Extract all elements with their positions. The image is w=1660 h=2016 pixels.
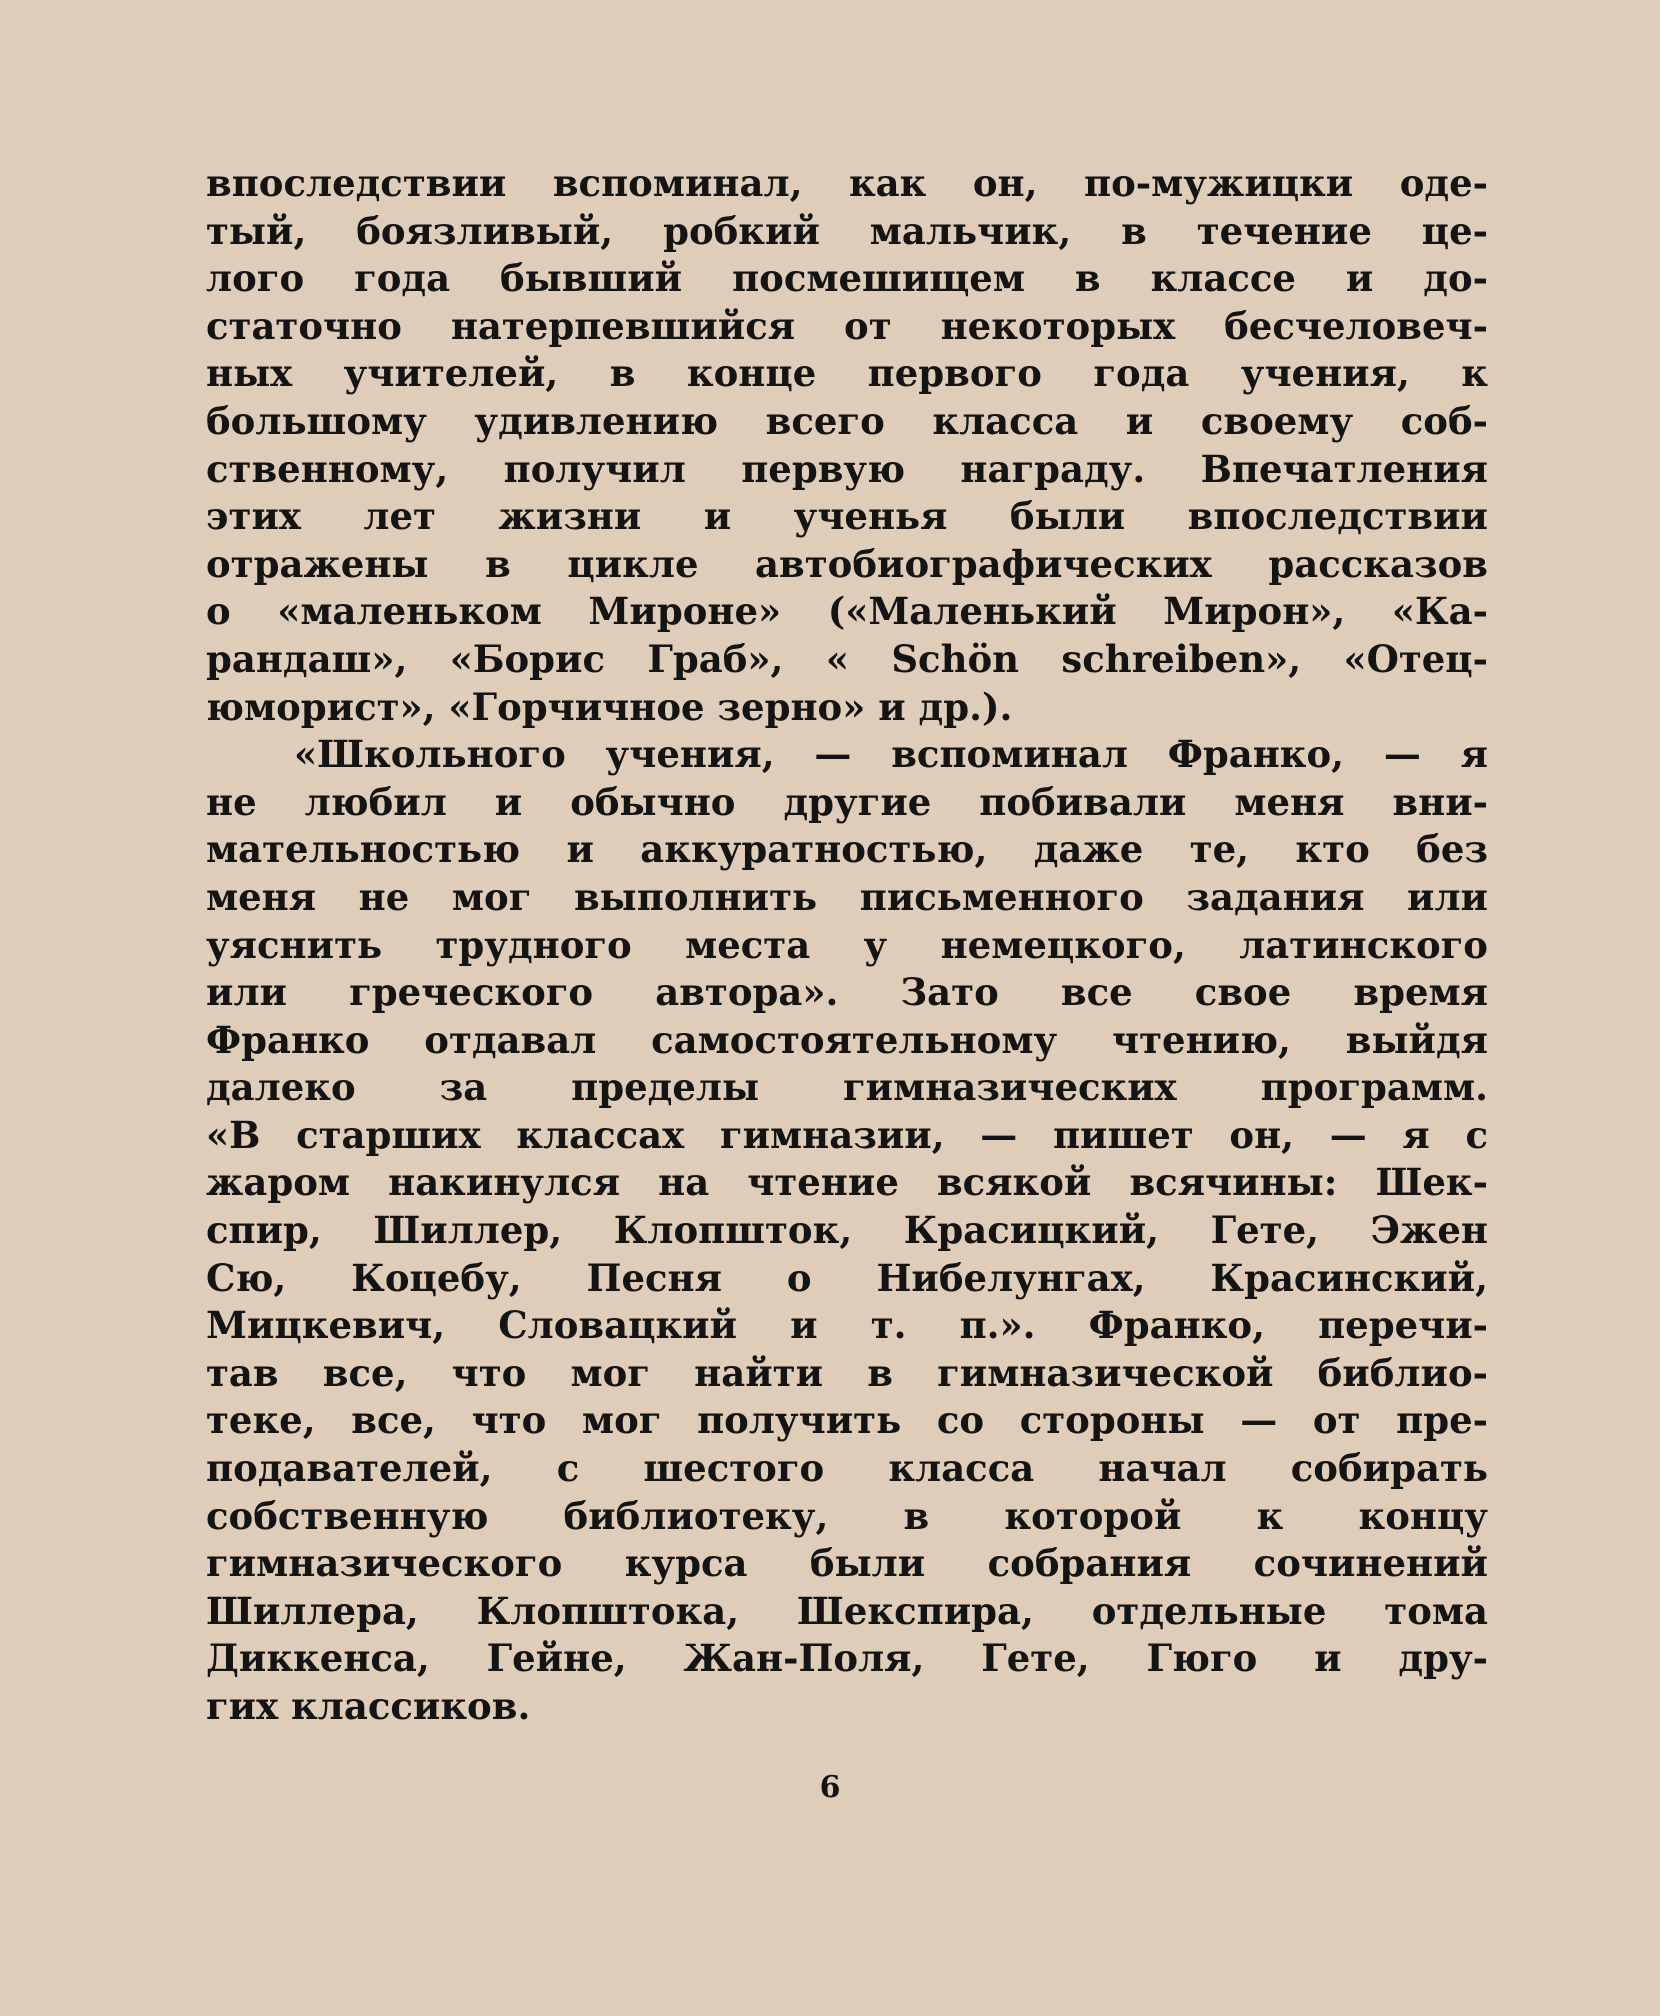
text-line: гимназического курса были собрания сочинений [206, 1541, 1488, 1586]
text-line: ственному, получил первую награду. Впечатления [206, 446, 1488, 491]
page-number: 6 [819, 1770, 841, 1805]
text-line: статочно натерпевшийся от некоторых бесчеловеч- [206, 303, 1488, 348]
text-line: или греческого автора». Зато все свое время [206, 970, 1488, 1015]
text-line: спир, Шиллер, Клопшток, Красицкий, Гете, Эжен [206, 1208, 1488, 1253]
text-line: впоследствии вспоминал, как он, по-мужицки оде- [206, 161, 1488, 205]
text-line: этих лет жизни и ученья были впоследствии [206, 494, 1488, 539]
text-line: тый, боязливый, робкий мальчик, в течение це- [206, 208, 1488, 253]
text-line: Сю, Коцебу, Песня о Нибелунгах, Красинский, [206, 1255, 1488, 1300]
text-line: уяснить трудного места у немецкого, латинского [206, 922, 1488, 967]
text-line: юморист», «Горчичное зерно» и др.). [206, 684, 1013, 729]
text-line: гих классиков. [206, 1684, 531, 1728]
text-line: Франко отдавал самостоятельному чтению, выйдя [206, 1017, 1488, 1062]
text-line: рандаш», «Борис Граб», « Schön schreiben», «Отец- [206, 636, 1488, 681]
text-line: «В старших классах гимназии, — пишет он, — я с [206, 1112, 1488, 1157]
body-text [206, 160, 1488, 1731]
text-line: Мицкевич, Словацкий и т. п.». Франко, перечи- [206, 1303, 1488, 1348]
text-line: мательностью и аккуратностью, даже те, кто без [206, 827, 1488, 872]
text-line: не любил и обычно другие побивали меня вни- [206, 779, 1488, 824]
text-line: о «маленьком Мироне» («Маленький Мирон», «Ка- [206, 589, 1488, 634]
text-line: «Школьного учения, — вспоминал Франко, — я [294, 732, 1488, 777]
text-line: Шиллера, Клопштока, Шекспира, отдельные тома [206, 1588, 1488, 1633]
text-line: собственную библиотеку, в которой к концу [206, 1493, 1488, 1538]
text-line: Диккенса, Гейне, Жан-Поля, Гете, Гюго и дру- [206, 1636, 1488, 1681]
text-line: ных учителей, в конце первого года учения, к [206, 351, 1488, 396]
text-line: теке, все, что мог получить со стороны — от пре- [206, 1398, 1488, 1443]
text-line: далеко за пределы гимназических программ. [206, 1065, 1488, 1110]
text-line: жаром накинулся на чтение всякой всячины: Шек- [206, 1160, 1488, 1205]
text-line: меня не мог выполнить письменного задания или [206, 874, 1488, 919]
text-line: большому удивлению всего класса и своему соб- [206, 398, 1488, 443]
text-line: лого года бывший посмешищем в классе и до- [206, 256, 1488, 301]
text-line: тав все, что мог найти в гимназической библио- [206, 1350, 1488, 1395]
text-line: подавателей, с шестого класса начал собирать [206, 1446, 1488, 1491]
text-line: отражены в цикле автобиографических рассказов [206, 541, 1488, 586]
